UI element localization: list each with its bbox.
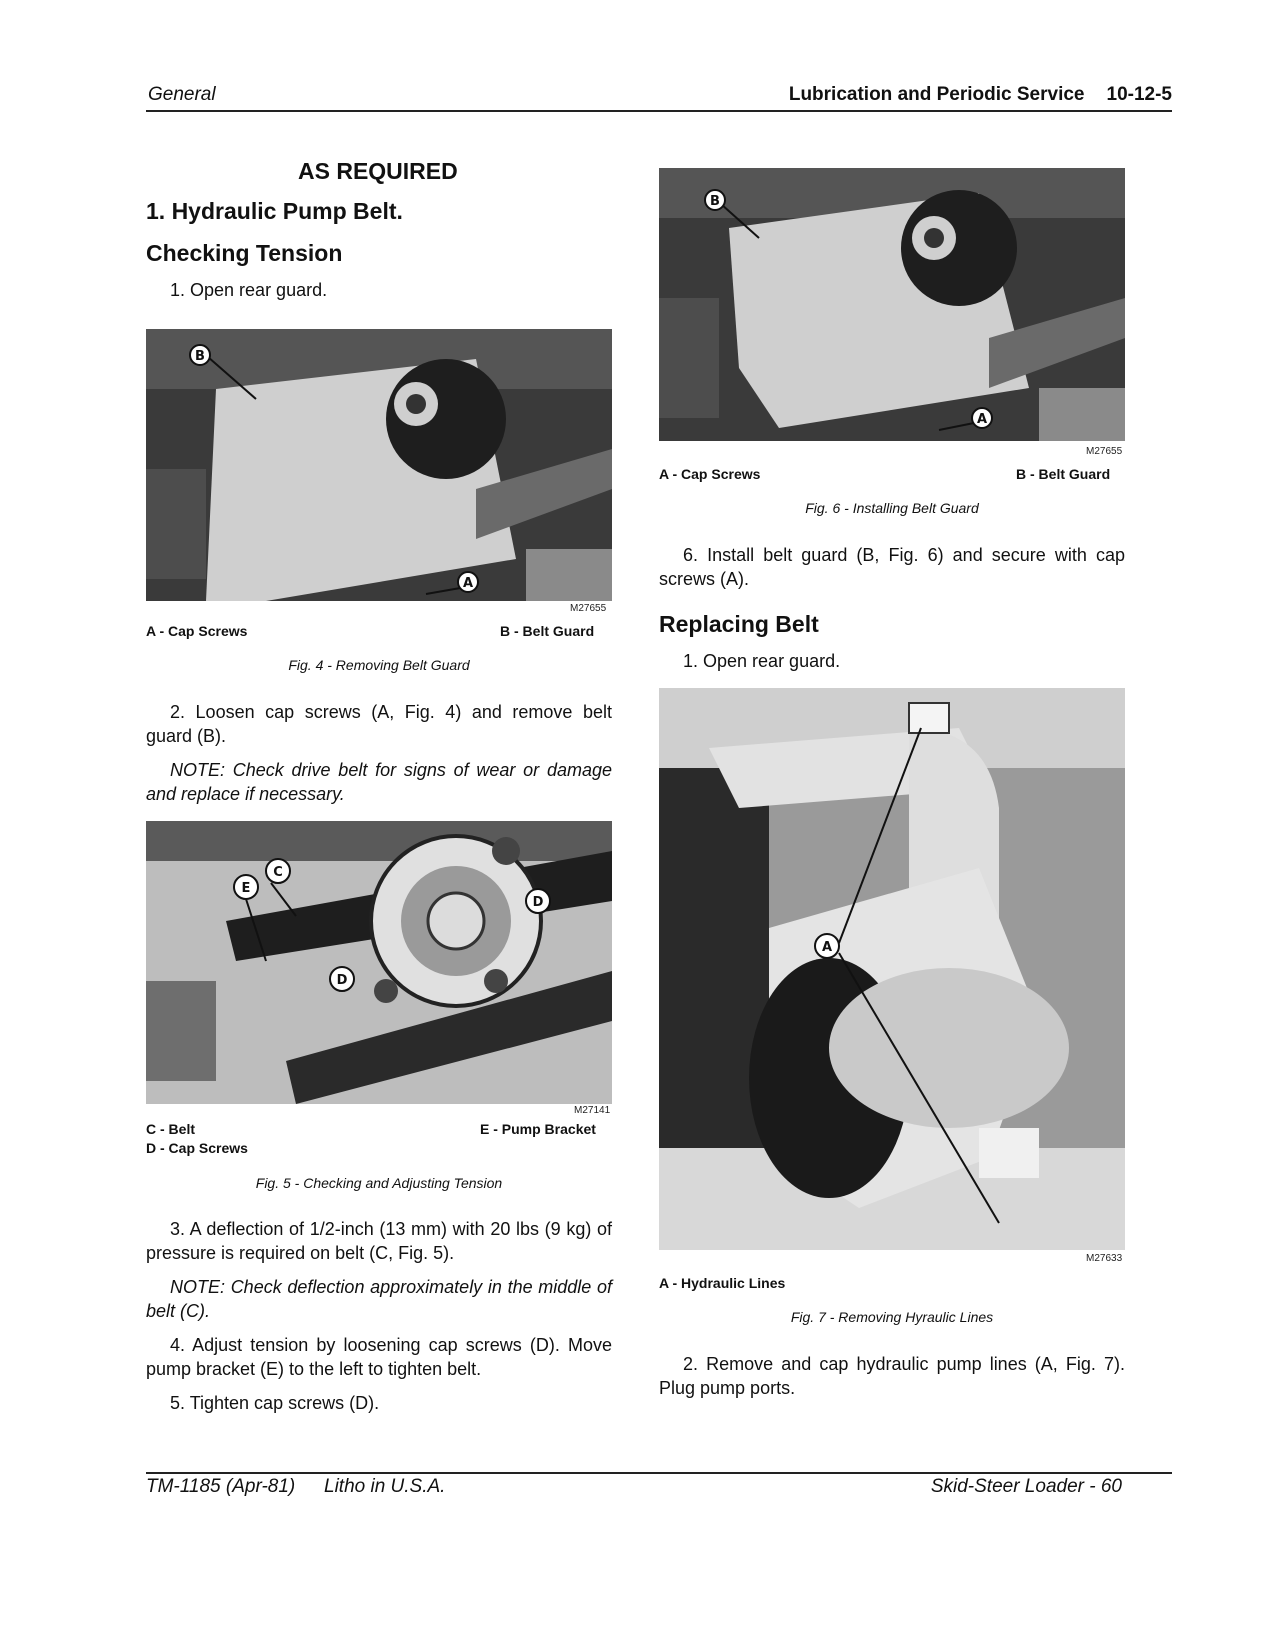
footer-product-page: Skid-Steer Loader - 60 — [930, 1476, 1122, 1497]
fig5-photo — [146, 821, 612, 1104]
step-tighten-cap-screws: 5. Tighten cap screws (D). — [170, 1393, 380, 1413]
step-loosen-cap-screws: 2. Loosen cap screws (A, Fig. 4) and remove belt guard (B). — [146, 702, 612, 746]
header-title — [789, 84, 1172, 106]
step-open-rear-guard-2: 1. Open rear guard. — [683, 651, 841, 671]
step-adjust-tension: 4. Adjust tension by loosening cap screws (D). Move pump bracket (E) to the left to tighten belt. — [146, 1335, 612, 1379]
fig5-caption: Fig. 5 - Checking and Adjusting Tension — [255, 1175, 503, 1191]
fig6-caption: Fig. 6 - Installing Belt Guard — [805, 500, 979, 516]
note-check-deflection: NOTE: Check deflection approximately in the middle of belt (C). — [146, 1277, 612, 1321]
step-remove-hydraulic-lines: 2. Remove and cap hydraulic pump lines (A, Fig. 7). Plug pump ports. — [659, 1354, 1125, 1398]
header-section: General — [148, 84, 216, 105]
fig5-number: M27141 — [574, 1105, 611, 1116]
fig4-caption: Fig. 4 - Removing Belt Guard — [288, 657, 470, 673]
footer-printing: Litho in U.S.A. — [324, 1476, 446, 1497]
fig7-callout-a-text: A — [821, 940, 833, 955]
step-deflection: 3. A deflection of 1/2-inch (13 mm) with 20 lbs (9 kg) of pressure is required on belt (C, Fig. 5). — [146, 1219, 612, 1263]
fig5-callout-e-text: E — [241, 881, 251, 896]
header-chapter: Lubrication and Periodic Service — [788, 84, 1085, 105]
fig5-callout-d1-text: D — [532, 895, 544, 910]
fig4-number: M27655 — [570, 603, 607, 614]
fig7-label-a: A - Hydraulic Lines — [659, 1275, 786, 1291]
footer-rule — [146, 1472, 1172, 1474]
fig5-callout-d2-text: D — [336, 973, 348, 988]
fig6-label-b: B - Belt Guard — [1016, 466, 1111, 482]
fig4-callout-a-text: A — [462, 576, 474, 591]
fig7-photo — [659, 688, 1125, 1250]
step-open-rear-guard: 1. Open rear guard. — [170, 280, 328, 300]
fig5-label-c: C - Belt — [146, 1121, 195, 1137]
header-page-code: 10-12-5 — [1106, 84, 1172, 105]
section-heading: 1. Hydraulic Pump Belt. — [146, 198, 403, 224]
fig7-number: M27633 — [1086, 1253, 1123, 1264]
fig6-photo — [659, 168, 1125, 441]
fig6-label-a: A - Cap Screws — [659, 466, 761, 482]
footer-doc-id: TM-1185 (Apr-81) — [146, 1476, 296, 1497]
fig7-caption: Fig. 7 - Removing Hyraulic Lines — [790, 1309, 994, 1325]
replacing-belt-heading: Replacing Belt — [659, 611, 819, 637]
step-install-belt-guard: 6. Install belt guard (B, Fig. 6) and secure with cap screws (A). — [659, 545, 1125, 589]
as-required-heading: AS REQUIRED — [298, 158, 458, 184]
fig4-callout-b-text: B — [195, 349, 205, 364]
fig5-label-e: E - Pump Bracket — [480, 1121, 596, 1137]
fig5-label-d: D - Cap Screws — [146, 1140, 248, 1156]
fig5-callout-c-text: C — [273, 865, 283, 880]
fig6-callout-b-text: B — [710, 194, 720, 209]
fig4-photo — [146, 329, 612, 601]
note-check-drive-belt: NOTE: Check drive belt for signs of wear or damage and replace if necessary. — [146, 760, 612, 804]
fig4-label-a: A - Cap Screws — [146, 623, 248, 639]
fig4-label-b: B - Belt Guard — [500, 623, 595, 639]
fig6-number: M27655 — [1086, 446, 1123, 457]
checking-tension-heading: Checking Tension — [146, 240, 343, 266]
header-rule — [146, 110, 1172, 112]
fig6-callout-a-text: A — [976, 412, 988, 427]
